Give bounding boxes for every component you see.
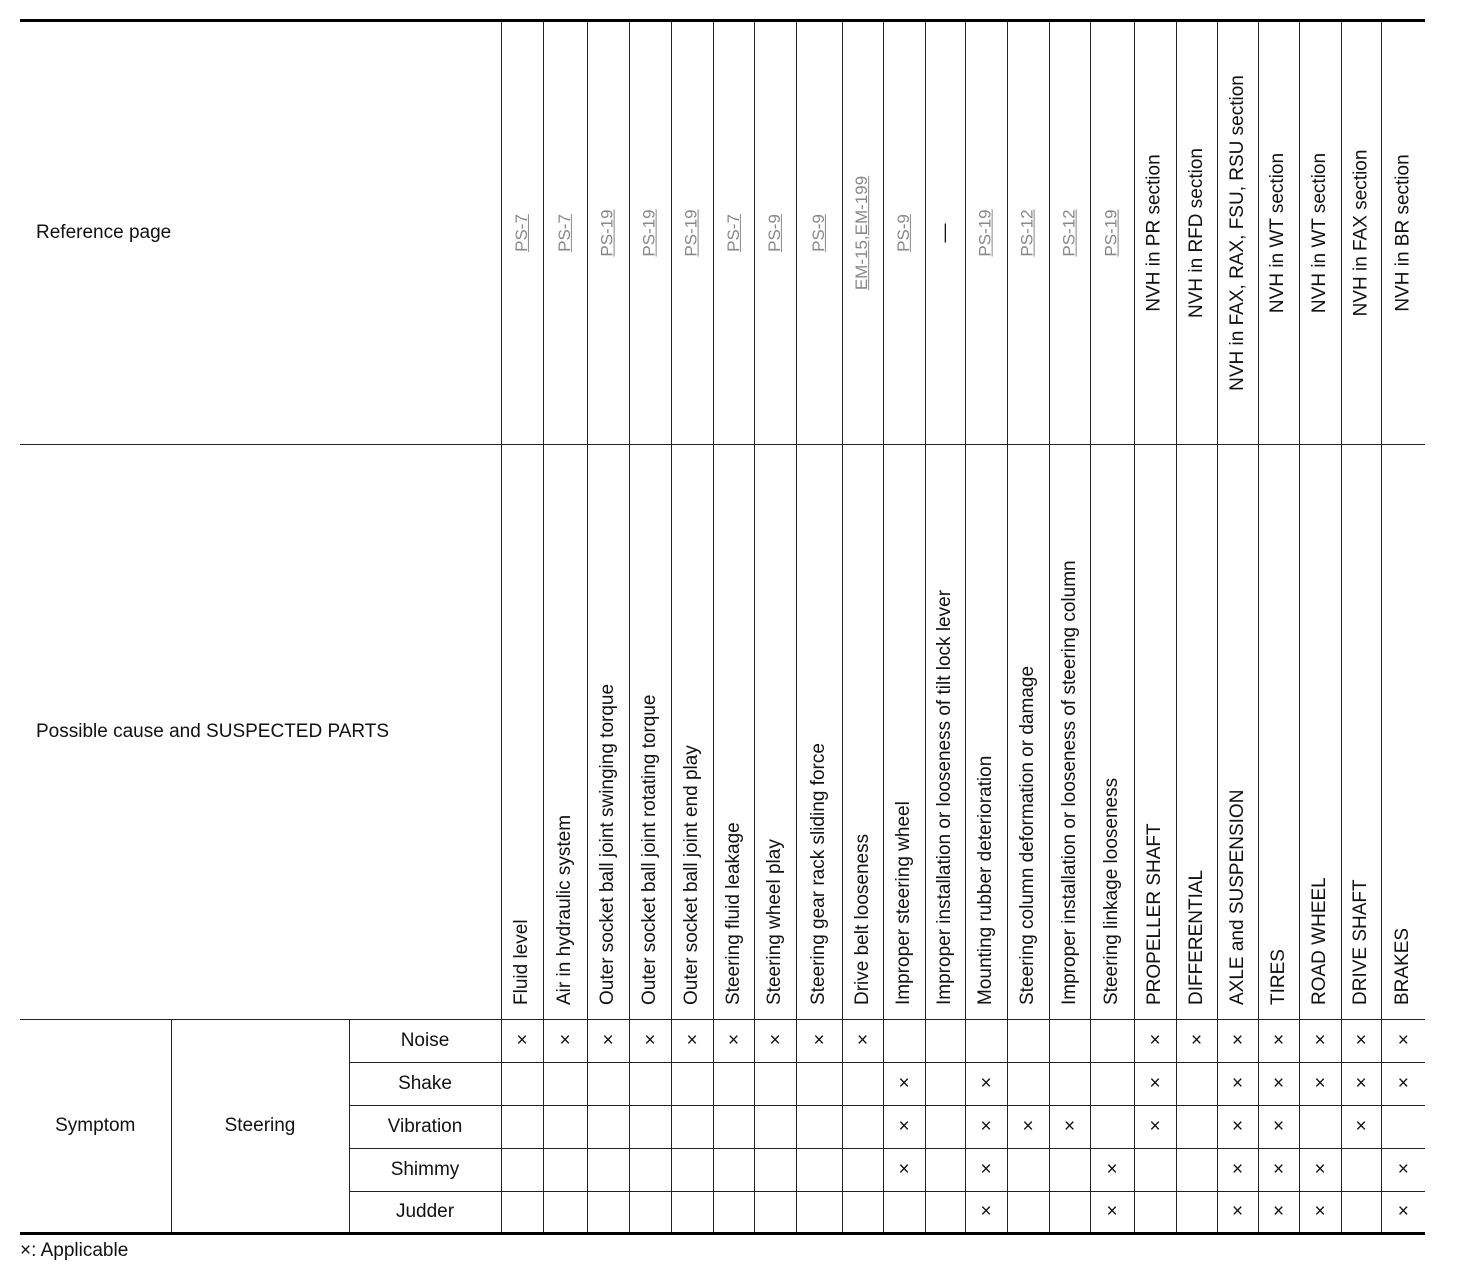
suspected-part-name: DIFFERENTIAL xyxy=(1185,869,1207,1005)
empty-cell xyxy=(883,1020,925,1063)
empty-cell xyxy=(587,1106,629,1149)
reference-text: NVH in FAX, RAX, FSU, RSU section xyxy=(1226,75,1248,391)
reference-cell xyxy=(1381,21,1425,445)
reference-cell xyxy=(501,21,543,445)
suspected-parts-label: Possible cause and SUSPECTED PARTS xyxy=(20,445,501,1020)
empty-cell xyxy=(713,1192,754,1234)
empty-cell xyxy=(713,1106,754,1149)
suspected-part-cell xyxy=(1299,445,1341,1020)
reference-cell xyxy=(1299,21,1341,445)
applicable-mark: × xyxy=(1217,1106,1258,1149)
symptom-label: Symptom xyxy=(20,1020,171,1234)
suspected-part-name: DRIVE SHAFT xyxy=(1350,879,1371,1005)
reference-link[interactable]: PS-19 xyxy=(1102,209,1121,257)
suspected-part-name: TIRES xyxy=(1267,949,1289,1005)
empty-cell xyxy=(1007,1020,1049,1063)
empty-cell xyxy=(629,1149,671,1192)
empty-cell xyxy=(671,1149,713,1192)
applicable-mark: × xyxy=(543,1020,587,1063)
empty-cell xyxy=(587,1192,629,1234)
empty-cell xyxy=(587,1149,629,1192)
empty-cell xyxy=(965,1020,1007,1063)
empty-cell xyxy=(925,1020,965,1063)
reference-text: NVH in WT section xyxy=(1267,152,1289,314)
empty-cell xyxy=(1049,1149,1090,1192)
reference-cell xyxy=(587,21,629,445)
empty-cell xyxy=(925,1192,965,1234)
empty-cell xyxy=(1049,1020,1090,1063)
suspected-part-cell xyxy=(965,445,1007,1020)
reference-cell xyxy=(671,21,713,445)
suspected-part-cell xyxy=(754,445,796,1020)
reference-link[interactable]: PS-9 xyxy=(893,214,913,252)
empty-cell xyxy=(754,1192,796,1234)
empty-cell xyxy=(1007,1149,1049,1192)
applicable-mark: × xyxy=(1381,1149,1425,1192)
applicable-mark: × xyxy=(1217,1192,1258,1234)
empty-cell xyxy=(1176,1106,1217,1149)
reference-cell xyxy=(1258,21,1299,445)
suspected-part-name: PROPELLER SHAFT xyxy=(1144,823,1165,1005)
empty-cell xyxy=(629,1063,671,1106)
suspected-part-name: Steering gear rack sliding force xyxy=(808,743,829,1005)
reference-cell xyxy=(1341,21,1381,445)
applicable-mark: × xyxy=(629,1020,671,1063)
reference-link[interactable]: PS-19 xyxy=(640,209,659,257)
suspected-part-cell xyxy=(1134,445,1176,1020)
empty-cell xyxy=(1090,1063,1134,1106)
empty-cell xyxy=(1090,1106,1134,1149)
reference-cell xyxy=(1049,21,1090,445)
applicable-mark: × xyxy=(842,1020,883,1063)
applicable-mark: × xyxy=(1258,1106,1299,1149)
suspected-part-cell xyxy=(1049,445,1090,1020)
nvh-troubleshooting-table xyxy=(20,19,1425,1235)
empty-cell xyxy=(543,1149,587,1192)
suspected-part-cell xyxy=(1381,445,1425,1020)
applicable-mark: × xyxy=(1381,1020,1425,1063)
reference-text: NVH in FAX section xyxy=(1350,149,1371,317)
empty-cell xyxy=(501,1192,543,1234)
empty-cell xyxy=(1341,1149,1381,1192)
reference-text: — xyxy=(934,223,955,243)
empty-cell xyxy=(796,1192,842,1234)
applicable-mark: × xyxy=(883,1149,925,1192)
empty-cell xyxy=(925,1063,965,1106)
symptom-category: Steering xyxy=(171,1020,349,1234)
empty-cell xyxy=(1176,1149,1217,1192)
suspected-part-cell xyxy=(1258,445,1299,1020)
reference-cell xyxy=(1090,21,1134,445)
empty-cell xyxy=(1134,1149,1176,1192)
reference-text: NVH in BR section xyxy=(1392,154,1414,312)
applicable-mark: × xyxy=(501,1020,543,1063)
empty-cell xyxy=(1176,1192,1217,1234)
reference-link[interactable]: PS-7 xyxy=(554,214,574,252)
applicable-mark: × xyxy=(1134,1020,1176,1063)
symptom-name: Shake xyxy=(349,1063,501,1106)
reference-cell xyxy=(713,21,754,445)
empty-cell xyxy=(754,1149,796,1192)
empty-cell xyxy=(842,1063,883,1106)
symptom-name: Judder xyxy=(349,1192,501,1234)
applicable-mark: × xyxy=(1258,1063,1299,1106)
applicable-mark: × xyxy=(1217,1149,1258,1192)
reference-cell xyxy=(543,21,587,445)
reference-cell xyxy=(965,21,1007,445)
suspected-part-cell xyxy=(883,445,925,1020)
applicable-mark: × xyxy=(1299,1149,1341,1192)
suspected-part-name: BRAKES xyxy=(1392,927,1414,1005)
symptom-name: Vibration xyxy=(349,1106,501,1149)
applicable-mark: × xyxy=(1090,1192,1134,1234)
empty-cell xyxy=(1341,1192,1381,1234)
suspected-part-name: Improper installation or looseness of tilt lock lever xyxy=(934,589,955,1005)
applicable-mark: × xyxy=(1299,1063,1341,1106)
reference-cell xyxy=(883,21,925,445)
empty-cell xyxy=(1134,1192,1176,1234)
applicable-mark: × xyxy=(883,1106,925,1149)
empty-cell xyxy=(1090,1020,1134,1063)
symptom-name: Shimmy xyxy=(349,1149,501,1192)
applicable-mark: × xyxy=(1381,1192,1425,1234)
applicable-mark: × xyxy=(1049,1106,1090,1149)
suspected-part-cell xyxy=(1007,445,1049,1020)
empty-cell xyxy=(501,1063,543,1106)
reference-cell xyxy=(1217,21,1258,445)
applicable-mark: × xyxy=(1134,1106,1176,1149)
suspected-part-cell xyxy=(1176,445,1217,1020)
reference-link[interactable]: EM-15,EM-199 xyxy=(852,175,872,291)
reference-cell xyxy=(754,21,796,445)
empty-cell xyxy=(842,1106,883,1149)
suspected-part-cell xyxy=(842,445,883,1020)
empty-cell xyxy=(543,1063,587,1106)
empty-cell xyxy=(842,1149,883,1192)
reference-cell xyxy=(1134,21,1176,445)
applicable-mark: × xyxy=(1341,1063,1381,1106)
reference-link[interactable]: PS-9 xyxy=(764,214,784,252)
suspected-part-cell xyxy=(501,445,543,1020)
empty-cell xyxy=(754,1063,796,1106)
suspected-part-name: AXLE and SUSPENSION xyxy=(1226,789,1248,1005)
applicable-mark: × xyxy=(754,1020,796,1063)
empty-cell xyxy=(587,1063,629,1106)
reference-cell xyxy=(796,21,842,445)
empty-cell xyxy=(925,1149,965,1192)
reference-link[interactable]: PS-12 xyxy=(1059,209,1079,257)
applicable-mark: × xyxy=(1341,1020,1381,1063)
suspected-part-cell xyxy=(587,445,629,1020)
empty-cell xyxy=(842,1192,883,1234)
empty-cell xyxy=(1007,1063,1049,1106)
empty-cell xyxy=(1381,1106,1425,1149)
suspected-part-name: Steering fluid leakage xyxy=(722,822,744,1005)
applicable-mark: × xyxy=(1258,1149,1299,1192)
applicable-mark: × xyxy=(587,1020,629,1063)
applicable-mark: × xyxy=(965,1063,1007,1106)
empty-cell xyxy=(713,1063,754,1106)
empty-cell xyxy=(713,1149,754,1192)
empty-cell xyxy=(796,1106,842,1149)
suspected-part-name: Outer socket ball joint end play xyxy=(681,745,702,1005)
applicable-mark: × xyxy=(1090,1149,1134,1192)
empty-cell xyxy=(543,1192,587,1234)
empty-cell xyxy=(925,1106,965,1149)
reference-link[interactable]: PS-19 xyxy=(976,209,995,257)
applicable-mark: × xyxy=(1134,1063,1176,1106)
suspected-part-name: Outer socket ball joint rotating torque xyxy=(639,694,660,1005)
suspected-parts-row xyxy=(20,445,1425,1020)
reference-link[interactable]: PS-9 xyxy=(808,214,828,252)
suspected-part-name: Steering wheel play xyxy=(764,839,785,1005)
empty-cell xyxy=(1176,1063,1217,1106)
empty-cell xyxy=(671,1192,713,1234)
suspected-part-name: Fluid level xyxy=(511,919,532,1005)
symptom-name: Noise xyxy=(349,1020,501,1063)
suspected-part-name: Improper steering wheel xyxy=(893,801,914,1005)
applicable-mark: × xyxy=(796,1020,842,1063)
reference-link[interactable]: PS-19 xyxy=(682,209,701,257)
empty-cell xyxy=(671,1063,713,1106)
empty-cell xyxy=(629,1192,671,1234)
empty-cell xyxy=(543,1106,587,1149)
empty-cell xyxy=(629,1106,671,1149)
reference-cell xyxy=(925,21,965,445)
reference-cell xyxy=(1007,21,1049,445)
applicable-mark: × xyxy=(965,1149,1007,1192)
suspected-part-cell xyxy=(925,445,965,1020)
reference-cell xyxy=(842,21,883,445)
suspected-part-name: Drive belt looseness xyxy=(851,833,873,1005)
applicable-mark: × xyxy=(965,1106,1007,1149)
empty-cell xyxy=(1299,1106,1341,1149)
empty-cell xyxy=(883,1192,925,1234)
suspected-part-name: Steering linkage looseness xyxy=(1101,777,1122,1005)
reference-text: NVH in WT section xyxy=(1309,152,1331,314)
applicable-mark: × xyxy=(1007,1106,1049,1149)
reference-link[interactable]: PS-7 xyxy=(511,214,531,252)
suspected-part-cell xyxy=(1090,445,1134,1020)
applicable-mark: × xyxy=(1176,1020,1217,1063)
reference-cell xyxy=(1176,21,1217,445)
reference-text: NVH in PR section xyxy=(1144,154,1165,312)
applicable-mark: × xyxy=(1299,1020,1341,1063)
applicable-mark: × xyxy=(965,1192,1007,1234)
suspected-part-cell xyxy=(671,445,713,1020)
applicable-mark: × xyxy=(1217,1020,1258,1063)
reference-cell xyxy=(629,21,671,445)
reference-text: NVH in RFD section xyxy=(1185,148,1207,318)
suspected-part-name: ROAD WHEEL xyxy=(1309,877,1330,1005)
reference-link[interactable]: PS-12 xyxy=(1018,209,1037,257)
applicable-mark: × xyxy=(1299,1192,1341,1234)
symptom-row xyxy=(20,1020,1425,1063)
suspected-part-cell xyxy=(1217,445,1258,1020)
empty-cell xyxy=(1049,1192,1090,1234)
suspected-part-cell xyxy=(713,445,754,1020)
applicable-mark: × xyxy=(1381,1063,1425,1106)
suspected-part-cell xyxy=(629,445,671,1020)
suspected-part-cell xyxy=(543,445,587,1020)
legend: ×: Applicable xyxy=(20,1240,129,1261)
empty-cell xyxy=(1007,1192,1049,1234)
reference-link[interactable]: PS-7 xyxy=(723,214,743,252)
reference-page-row xyxy=(20,21,1425,445)
applicable-mark: × xyxy=(883,1063,925,1106)
empty-cell xyxy=(1049,1063,1090,1106)
suspected-part-name: Outer socket ball joint swinging torque xyxy=(597,683,618,1005)
suspected-part-name: Improper installation or looseness of steering column xyxy=(1058,560,1080,1005)
reference-page-label: Reference page xyxy=(20,21,501,445)
suspected-part-name: Air in hydraulic system xyxy=(554,814,575,1005)
applicable-mark: × xyxy=(671,1020,713,1063)
reference-link[interactable]: PS-19 xyxy=(598,209,617,257)
suspected-part-cell xyxy=(796,445,842,1020)
applicable-mark: × xyxy=(1217,1063,1258,1106)
empty-cell xyxy=(501,1106,543,1149)
empty-cell xyxy=(796,1063,842,1106)
empty-cell xyxy=(796,1149,842,1192)
empty-cell xyxy=(754,1106,796,1149)
suspected-part-name: Steering column deformation or damage xyxy=(1017,665,1038,1005)
applicable-mark: × xyxy=(1341,1106,1381,1149)
empty-cell xyxy=(501,1149,543,1192)
applicable-mark: × xyxy=(1258,1020,1299,1063)
empty-cell xyxy=(671,1106,713,1149)
suspected-part-name: Mounting rubber deterioration xyxy=(975,755,996,1005)
applicable-mark: × xyxy=(1258,1192,1299,1234)
suspected-part-cell xyxy=(1341,445,1381,1020)
applicable-mark: × xyxy=(713,1020,754,1063)
